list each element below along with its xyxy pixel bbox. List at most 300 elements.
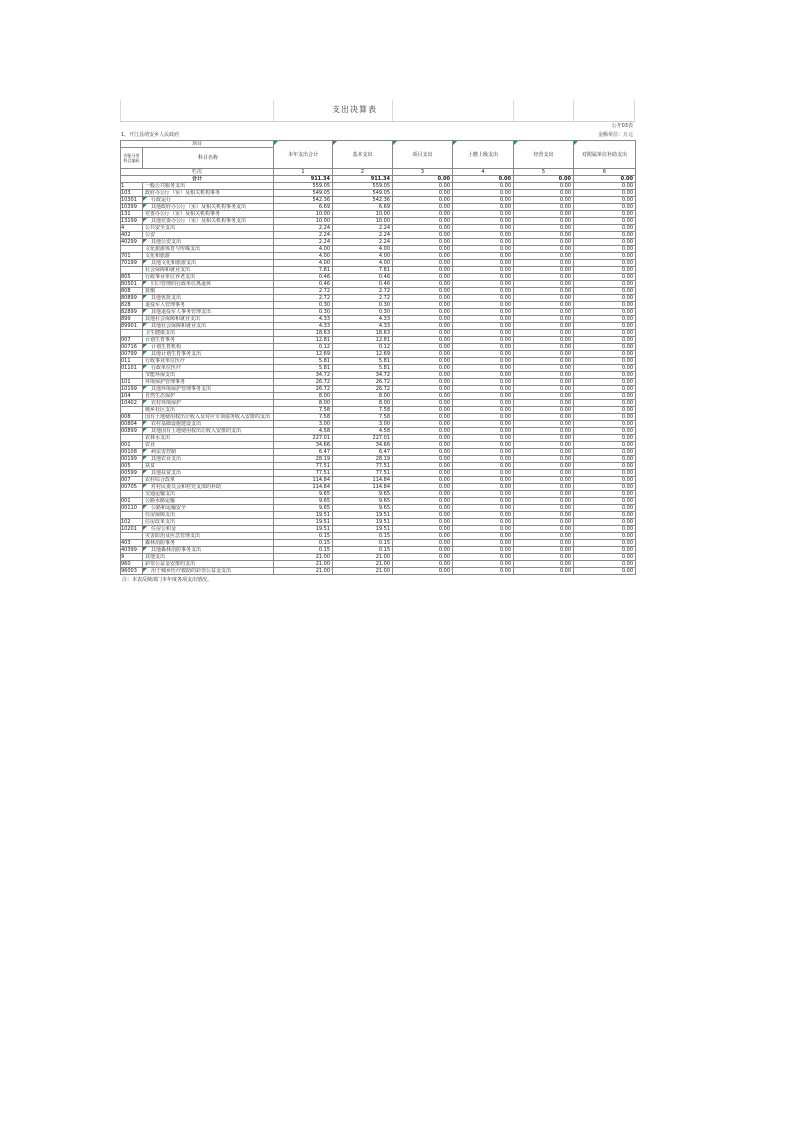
row-value: 0.00 xyxy=(574,463,636,470)
row-value: 0.00 xyxy=(453,470,514,477)
row-value: 0.00 xyxy=(574,568,636,575)
row-name-cell xyxy=(143,561,274,568)
row-value: 0.00 xyxy=(393,302,453,309)
row-value: 559.05 xyxy=(274,183,333,190)
row-value: 0.00 xyxy=(393,442,453,449)
row-value: 0.30 xyxy=(333,302,393,309)
row-name-cell xyxy=(143,288,274,295)
table-row xyxy=(121,561,636,568)
row-value: 0.00 xyxy=(453,309,514,316)
table-row xyxy=(121,463,636,470)
row-name-cell xyxy=(143,330,274,337)
row-value: 10.00 xyxy=(274,218,333,225)
row-value: 21.00 xyxy=(274,568,333,575)
row-name-cell xyxy=(143,456,274,463)
row-name-cell xyxy=(143,442,274,449)
row-value: 0.00 xyxy=(393,512,453,519)
col-number: 5 xyxy=(514,169,574,176)
row-name: 其他政府办公厅（室）及相关机构事务支出 xyxy=(151,204,247,210)
table-row xyxy=(121,351,636,358)
row-value: 0.00 xyxy=(514,547,574,554)
col-number: 6 xyxy=(574,169,636,176)
row-code: 103 xyxy=(121,190,143,197)
row-value: 549.05 xyxy=(333,190,393,197)
row-code: 1 xyxy=(121,183,143,190)
row-value: 0.00 xyxy=(453,491,514,498)
table-row xyxy=(121,183,636,190)
row-value: 9.65 xyxy=(333,498,393,505)
table-row xyxy=(121,421,636,428)
table-row xyxy=(121,512,636,519)
row-value: 0.00 xyxy=(574,239,636,246)
row-name: 抚恤 xyxy=(145,288,156,294)
row-value: 4.33 xyxy=(333,323,393,330)
row-value: 0.00 xyxy=(393,505,453,512)
row-value: 2.24 xyxy=(333,239,393,246)
row-code: 960 xyxy=(121,561,143,568)
row-code: 00110 xyxy=(121,505,143,512)
row-value: 0.00 xyxy=(393,253,453,260)
row-value: 34.66 xyxy=(333,442,393,449)
row-value: 0.00 xyxy=(514,568,574,575)
row-value: 0.00 xyxy=(393,295,453,302)
row-value: 0.00 xyxy=(393,449,453,456)
row-value: 0.00 xyxy=(574,519,636,526)
table-row xyxy=(121,407,636,414)
row-code: 008 xyxy=(121,414,143,421)
row-code: 828 xyxy=(121,302,143,309)
row-value: 0.00 xyxy=(453,365,514,372)
row-value: 0.00 xyxy=(453,526,514,533)
table-row xyxy=(121,379,636,386)
row-value: 26.72 xyxy=(333,379,393,386)
row-value: 19.51 xyxy=(333,526,393,533)
table-row xyxy=(121,414,636,421)
table-row xyxy=(121,498,636,505)
row-name-cell xyxy=(143,358,274,365)
row-value: 0.00 xyxy=(574,449,636,456)
row-value: 0.00 xyxy=(453,204,514,211)
row-code: 10199 xyxy=(121,386,143,393)
row-value: 0.00 xyxy=(453,428,514,435)
row-value: 0.00 xyxy=(514,239,574,246)
row-value: 0.00 xyxy=(453,351,514,358)
row-name-cell xyxy=(143,533,274,540)
row-code: 80899 xyxy=(121,295,143,302)
row-value: 21.00 xyxy=(333,568,393,575)
row-value: 5.81 xyxy=(333,365,393,372)
row-value: 549.05 xyxy=(274,190,333,197)
row-name: 文化旅游体育与传媒支出 xyxy=(145,246,201,252)
row-name-cell xyxy=(143,463,274,470)
table-row xyxy=(121,533,636,540)
row-value: 0.00 xyxy=(574,491,636,498)
row-value: 7.58 xyxy=(333,414,393,421)
table-row xyxy=(121,505,636,512)
row-name-cell xyxy=(143,400,274,407)
row-value: 0.00 xyxy=(574,337,636,344)
row-value: 0.15 xyxy=(274,540,333,547)
row-code: 00716 xyxy=(121,344,143,351)
row-name-cell xyxy=(143,190,274,197)
row-value: 0.00 xyxy=(453,344,514,351)
row-value: 0.00 xyxy=(514,456,574,463)
row-value: 559.05 xyxy=(333,183,393,190)
row-value: 6.47 xyxy=(274,449,333,456)
total-label: 合计 xyxy=(121,176,274,183)
row-name-cell xyxy=(143,435,274,442)
row-value: 0.00 xyxy=(574,414,636,421)
row-name: 归口管理的行政单位离退休 xyxy=(151,281,212,287)
row-name: 公路和运输安全 xyxy=(151,505,187,511)
row-name-cell xyxy=(143,218,274,225)
row-code: 70199 xyxy=(121,260,143,267)
row-value: 0.00 xyxy=(453,533,514,540)
row-value: 8.00 xyxy=(333,400,393,407)
row-value: 0.00 xyxy=(574,533,636,540)
row-code: 10301 xyxy=(121,197,143,204)
row-value: 4.33 xyxy=(274,316,333,323)
total-value: 911.34 xyxy=(274,176,333,183)
row-value: 4.00 xyxy=(333,253,393,260)
row-value: 0.00 xyxy=(453,407,514,414)
row-code: 13199 xyxy=(121,218,143,225)
row-value: 7.81 xyxy=(333,267,393,274)
row-value: 0.15 xyxy=(333,547,393,554)
row-value: 0.00 xyxy=(453,358,514,365)
row-name-cell xyxy=(143,211,274,218)
row-name: 住房保障支出 xyxy=(145,512,176,518)
row-value: 0.00 xyxy=(393,323,453,330)
row-value: 0.00 xyxy=(453,421,514,428)
row-value: 0.00 xyxy=(574,218,636,225)
row-value: 0.00 xyxy=(514,204,574,211)
row-value: 0.00 xyxy=(393,533,453,540)
row-name: 其他公安支出 xyxy=(151,239,182,245)
row-value: 0.00 xyxy=(393,246,453,253)
row-value: 0.00 xyxy=(514,267,574,274)
row-value: 0.00 xyxy=(514,421,574,428)
row-value: 0.15 xyxy=(333,540,393,547)
row-value: 0.00 xyxy=(574,232,636,239)
row-value: 6.69 xyxy=(274,204,333,211)
row-value: 0.00 xyxy=(574,386,636,393)
row-code: 40299 xyxy=(121,239,143,246)
row-value: 0.00 xyxy=(514,561,574,568)
row-name: 公共安全支出 xyxy=(145,225,176,231)
row-code: 805 xyxy=(121,274,143,281)
row-value: 0.00 xyxy=(574,554,636,561)
row-value: 77.51 xyxy=(274,463,333,470)
row-value: 0.00 xyxy=(453,218,514,225)
row-value: 7.58 xyxy=(333,407,393,414)
row-name-cell xyxy=(143,295,274,302)
row-value: 0.00 xyxy=(393,463,453,470)
row-value: 0.00 xyxy=(453,225,514,232)
row-value: 0.00 xyxy=(393,554,453,561)
row-value: 114.84 xyxy=(274,484,333,491)
table-row xyxy=(121,344,636,351)
row-value: 0.00 xyxy=(393,477,453,484)
row-value: 6.47 xyxy=(333,449,393,456)
row-value: 0.00 xyxy=(574,267,636,274)
row-label-header: 栏次 xyxy=(121,169,274,176)
row-value: 0.00 xyxy=(393,274,453,281)
row-value: 5.81 xyxy=(274,358,333,365)
row-name: 住房公积金 xyxy=(151,526,177,532)
row-name: 其他农业支出 xyxy=(151,456,182,462)
row-value: 0.00 xyxy=(514,197,574,204)
row-value: 0.00 xyxy=(514,274,574,281)
row-code: 403 xyxy=(121,540,143,547)
row-value: 0.00 xyxy=(574,316,636,323)
row-value: 0.00 xyxy=(393,414,453,421)
row-name: 公安 xyxy=(145,232,156,238)
row-value: 0.00 xyxy=(453,372,514,379)
row-value: 21.00 xyxy=(333,554,393,561)
row-value: 0.00 xyxy=(393,393,453,400)
row-value: 4.33 xyxy=(333,316,393,323)
table-body xyxy=(121,183,636,575)
row-value: 0.00 xyxy=(514,512,574,519)
row-code: 00108 xyxy=(121,449,143,456)
row-name-cell xyxy=(143,197,274,204)
table-row xyxy=(121,526,636,533)
row-value: 0.00 xyxy=(514,372,574,379)
row-name-cell xyxy=(143,365,274,372)
row-name: 行政事业单位医疗 xyxy=(145,358,186,364)
row-value: 0.00 xyxy=(393,561,453,568)
row-name-cell xyxy=(143,379,274,386)
row-value: 0.00 xyxy=(514,533,574,540)
row-value: 0.00 xyxy=(574,505,636,512)
row-value: 0.46 xyxy=(274,281,333,288)
row-value: 0.00 xyxy=(453,568,514,575)
row-value: 4.00 xyxy=(333,246,393,253)
row-value: 19.51 xyxy=(274,526,333,533)
table-row xyxy=(121,253,636,260)
row-value: 4.00 xyxy=(274,260,333,267)
row-value: 0.00 xyxy=(393,316,453,323)
row-code xyxy=(121,533,143,540)
row-value: 0.00 xyxy=(453,267,514,274)
row-value: 0.00 xyxy=(453,540,514,547)
row-name: 国有土地使用权出让收入及对应专项债务收入安排的支出 xyxy=(145,414,271,420)
row-value: 0.00 xyxy=(393,372,453,379)
row-value: 77.51 xyxy=(333,463,393,470)
row-value: 0.00 xyxy=(514,540,574,547)
row-code xyxy=(121,267,143,274)
row-name-cell xyxy=(143,512,274,519)
row-name-cell xyxy=(143,540,274,547)
row-name: 交通运输支出 xyxy=(145,491,176,497)
row-name-cell xyxy=(143,568,274,575)
subsidy-col-header: 对附属单位补助支出 xyxy=(574,141,636,169)
row-value: 0.00 xyxy=(453,323,514,330)
row-name-cell xyxy=(143,246,274,253)
row-value: 0.00 xyxy=(453,484,514,491)
row-name: 其他文化和旅游支出 xyxy=(151,260,197,266)
upper-col-header: 上缴上级支出 xyxy=(453,141,514,169)
row-code: 40399 xyxy=(121,547,143,554)
row-name-cell xyxy=(143,484,274,491)
row-value: 18.63 xyxy=(274,330,333,337)
row-name: 其他国有土地使用权出让收入安排的支出 xyxy=(151,428,242,434)
row-value: 0.00 xyxy=(574,421,636,428)
row-name-cell xyxy=(143,267,274,274)
row-value: 0.00 xyxy=(574,512,636,519)
row-value: 0.00 xyxy=(453,477,514,484)
table-row xyxy=(121,274,636,281)
table-row xyxy=(121,449,636,456)
row-code: 101 xyxy=(121,379,143,386)
row-name-cell xyxy=(143,302,274,309)
project-header: 项目 xyxy=(121,141,274,148)
row-code: 007 xyxy=(121,477,143,484)
row-name: 扶贫 xyxy=(145,463,156,469)
row-value: 0.00 xyxy=(393,232,453,239)
row-value: 0.00 xyxy=(393,379,453,386)
row-value: 77.51 xyxy=(333,470,393,477)
table-row xyxy=(121,540,636,547)
row-name: 节能环保支出 xyxy=(145,372,176,378)
col-number: 2 xyxy=(333,169,393,176)
row-name-cell xyxy=(143,309,274,316)
row-value: 0.00 xyxy=(393,337,453,344)
row-value: 227.01 xyxy=(333,435,393,442)
row-name: 其他社会保障和就业支出 xyxy=(151,323,207,329)
row-value: 8.00 xyxy=(274,400,333,407)
row-value: 26.72 xyxy=(274,386,333,393)
row-code: 10402 xyxy=(121,400,143,407)
row-value: 0.00 xyxy=(574,197,636,204)
row-name-cell xyxy=(143,344,274,351)
table-row xyxy=(121,386,636,393)
row-code: 007 xyxy=(121,337,143,344)
project-col-header: 项目支出 xyxy=(393,141,453,169)
row-value: 0.00 xyxy=(393,267,453,274)
row-value: 0.00 xyxy=(574,561,636,568)
row-name: 灾害防治及应急管理支出 xyxy=(145,533,201,539)
row-code: 10399 xyxy=(121,204,143,211)
row-code: 131 xyxy=(121,211,143,218)
row-name-cell xyxy=(143,421,274,428)
row-value: 4.58 xyxy=(333,428,393,435)
row-code: 701 xyxy=(121,253,143,260)
table-row xyxy=(121,309,636,316)
row-name-cell xyxy=(143,225,274,232)
row-name-cell xyxy=(143,253,274,260)
row-value: 0.30 xyxy=(274,302,333,309)
row-value: 5.81 xyxy=(274,365,333,372)
row-value: 0.00 xyxy=(453,393,514,400)
row-value: 0.00 xyxy=(574,456,636,463)
row-value: 0.00 xyxy=(514,183,574,190)
form-code: 公开03表 xyxy=(611,123,633,129)
row-value: 0.00 xyxy=(514,246,574,253)
row-value: 0.00 xyxy=(574,309,636,316)
row-name-cell xyxy=(143,393,274,400)
table-row xyxy=(121,400,636,407)
row-value: 0.00 xyxy=(574,365,636,372)
row-value: 0.00 xyxy=(453,547,514,554)
table-row xyxy=(121,204,636,211)
row-name: 行政运行 xyxy=(151,197,172,203)
row-name-cell xyxy=(143,232,274,239)
row-value: 0.00 xyxy=(574,190,636,197)
table-row xyxy=(121,281,636,288)
row-value: 0.00 xyxy=(393,190,453,197)
row-name: 其他森林消防事务支出 xyxy=(151,547,202,553)
row-value: 0.00 xyxy=(514,281,574,288)
col-number: 4 xyxy=(453,169,514,176)
row-name: 农业 xyxy=(145,442,156,448)
row-value: 0.00 xyxy=(514,225,574,232)
table-row xyxy=(121,456,636,463)
row-value: 0.00 xyxy=(574,358,636,365)
row-name: 城乡社区支出 xyxy=(145,407,176,413)
table-row xyxy=(121,225,636,232)
row-name: 其他计划生育事务支出 xyxy=(151,351,202,357)
row-value: 0.00 xyxy=(453,330,514,337)
table-row xyxy=(121,484,636,491)
row-code xyxy=(121,512,143,519)
table-row xyxy=(121,232,636,239)
row-value: 0.00 xyxy=(393,428,453,435)
row-value: 0.00 xyxy=(453,197,514,204)
row-value: 0.00 xyxy=(453,442,514,449)
basic-col-header: 基本支出 xyxy=(333,141,393,169)
row-code: 899 xyxy=(121,316,143,323)
row-value: 0.00 xyxy=(514,190,574,197)
row-value: 0.00 xyxy=(574,288,636,295)
row-code: 104 xyxy=(121,393,143,400)
row-code: 00899 xyxy=(121,428,143,435)
row-value: 0.00 xyxy=(393,351,453,358)
row-value: 0.00 xyxy=(514,218,574,225)
row-value: 0.00 xyxy=(393,281,453,288)
table-row xyxy=(121,442,636,449)
row-value: 12.69 xyxy=(274,351,333,358)
row-value: 0.00 xyxy=(574,204,636,211)
row-value: 0.46 xyxy=(333,281,393,288)
row-value: 0.00 xyxy=(574,435,636,442)
row-value: 0.00 xyxy=(574,211,636,218)
row-value: 0.00 xyxy=(574,295,636,302)
row-value: 12.81 xyxy=(333,337,393,344)
row-value: 114.84 xyxy=(333,484,393,491)
row-value: 0.46 xyxy=(333,274,393,281)
row-value: 2.24 xyxy=(333,225,393,232)
table-row xyxy=(121,554,636,561)
row-code xyxy=(121,491,143,498)
row-value: 0.00 xyxy=(393,260,453,267)
row-value: 0.00 xyxy=(514,351,574,358)
row-value: 0.00 xyxy=(514,519,574,526)
row-code: 82899 xyxy=(121,309,143,316)
row-value: 4.00 xyxy=(333,260,393,267)
row-name-cell xyxy=(143,470,274,477)
row-value: 0.00 xyxy=(393,386,453,393)
row-value: 0.00 xyxy=(393,491,453,498)
table-row xyxy=(121,302,636,309)
page-title: 支出决算表 xyxy=(332,105,377,114)
row-value: 0.00 xyxy=(514,414,574,421)
table-row xyxy=(121,477,636,484)
total-value: 0.00 xyxy=(574,176,636,183)
row-value: 0.00 xyxy=(574,225,636,232)
row-value: 2.72 xyxy=(274,295,333,302)
